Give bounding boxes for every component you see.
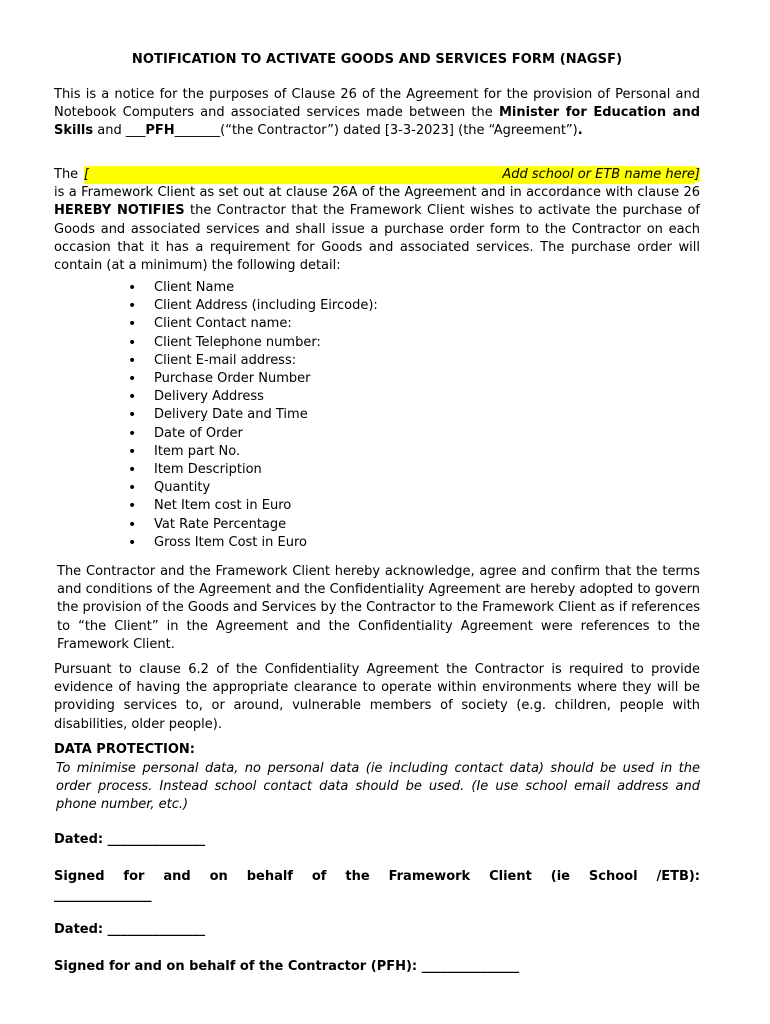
hereby-notifies: HEREBY NOTIFIES [54, 203, 185, 219]
list-item: • Gross Item Cost in Euro [128, 534, 378, 552]
client-signature-label: Signed for and on behalf of the Framework Client (ie School /ETB): [54, 869, 700, 884]
bracket-open: [ [83, 167, 89, 182]
client-name-placeholder[interactable] [84, 166, 695, 184]
list-item: • Quantity [128, 479, 378, 497]
placeholder-text: Add school or ETB name here [502, 167, 695, 182]
pursuant-paragraph: Pursuant to clause 6.2 of the Confidentiality Agreement the Contractor is required to provide evidence of having the appropriate clearance to operate within environments where they will be providing services to, or around, vulnerable members of society (e.g. children, people with disabilities, older people). [54, 662, 700, 732]
form-title: NOTIFICATION TO ACTIVATE GOODS AND SERVICES FORM (NAGSF) [131, 52, 623, 67]
notice-text-2: the Contractor that the Framework Client wishes to activate the purchase of Goods and associated services and shall issue a purchase order form to the Contractor on each occasion that it has a requirement for Goods and associated services. The purchase order will contain (at a minimum) the following detail: [54, 203, 701, 274]
purchase-order-details-list [128, 279, 378, 552]
list-item: • Client Name [128, 279, 378, 297]
data-protection-heading: DATA PROTECTION: [54, 742, 196, 757]
intro-end: . [577, 123, 583, 139]
client-signature-line[interactable]: _______________ [54, 888, 152, 903]
list-item: • Delivery Address [128, 388, 378, 406]
list-item: • Purchase Order Number [128, 370, 378, 388]
contractor-signature-line[interactable]: Signed for and on behalf of the Contractor (PFH): _______________ [54, 959, 520, 974]
intro-paragraph [54, 86, 700, 141]
list-item: • Client Address (including Eircode): [128, 297, 378, 315]
list-item: • Delivery Date and Time [128, 406, 378, 424]
bracket-close: ] [694, 167, 700, 182]
intro-text-2: and ___ [93, 123, 146, 139]
list-item: • Client E-mail address: [128, 352, 378, 370]
intro-text-1: This is a notice for the purposes of Clause 26 of the Agreement for the provision of Personal and Notebook Computers and associated services made between the [54, 87, 700, 121]
minister-name: Minister for Education and Skills [54, 105, 700, 139]
notice-lead: The [54, 167, 84, 182]
list-item: • Net Item cost in Euro [128, 497, 378, 515]
list-item: • Item part No. [128, 443, 378, 461]
notice-paragraph [54, 166, 700, 275]
list-item: • Client Contact name: [128, 315, 378, 333]
list-item: • Vat Rate Percentage [128, 516, 378, 534]
notice-text-1: is a Framework Client as set out at clause 26A of the Agreement and in accordance with clause 26 [54, 185, 700, 201]
list-item: • Date of Order [128, 425, 378, 443]
dated-client-field[interactable]: Dated: _______________ [54, 832, 206, 847]
dated-contractor-field[interactable]: Dated: _______________ [54, 922, 206, 937]
data-protection-text: To minimise personal data, no personal data (ie including contact data) should be used in the order process. Instead school contact data should be used. (Ie use school email address and phone number, etc.) [56, 761, 700, 813]
contractor-name: PFH [145, 123, 175, 139]
list-item: • Client Telephone number: [128, 334, 378, 352]
list-item: • Item Description [128, 461, 378, 479]
intro-text-3: _______(“the Contractor”) dated [3-3-2023] (the “Agreement”) [174, 123, 578, 139]
acknowledge-paragraph: The Contractor and the Framework Client hereby acknowledge, agree and confirm that the terms and conditions of the Agreement and the Confidentiality Agreement are hereby adopted to govern the provision of the Goods and Services by the Contractor to the Framework Client as if references to “the Client” in the Agreement and the Confidentiality Agreement were references to the Framework Client. [57, 564, 701, 652]
